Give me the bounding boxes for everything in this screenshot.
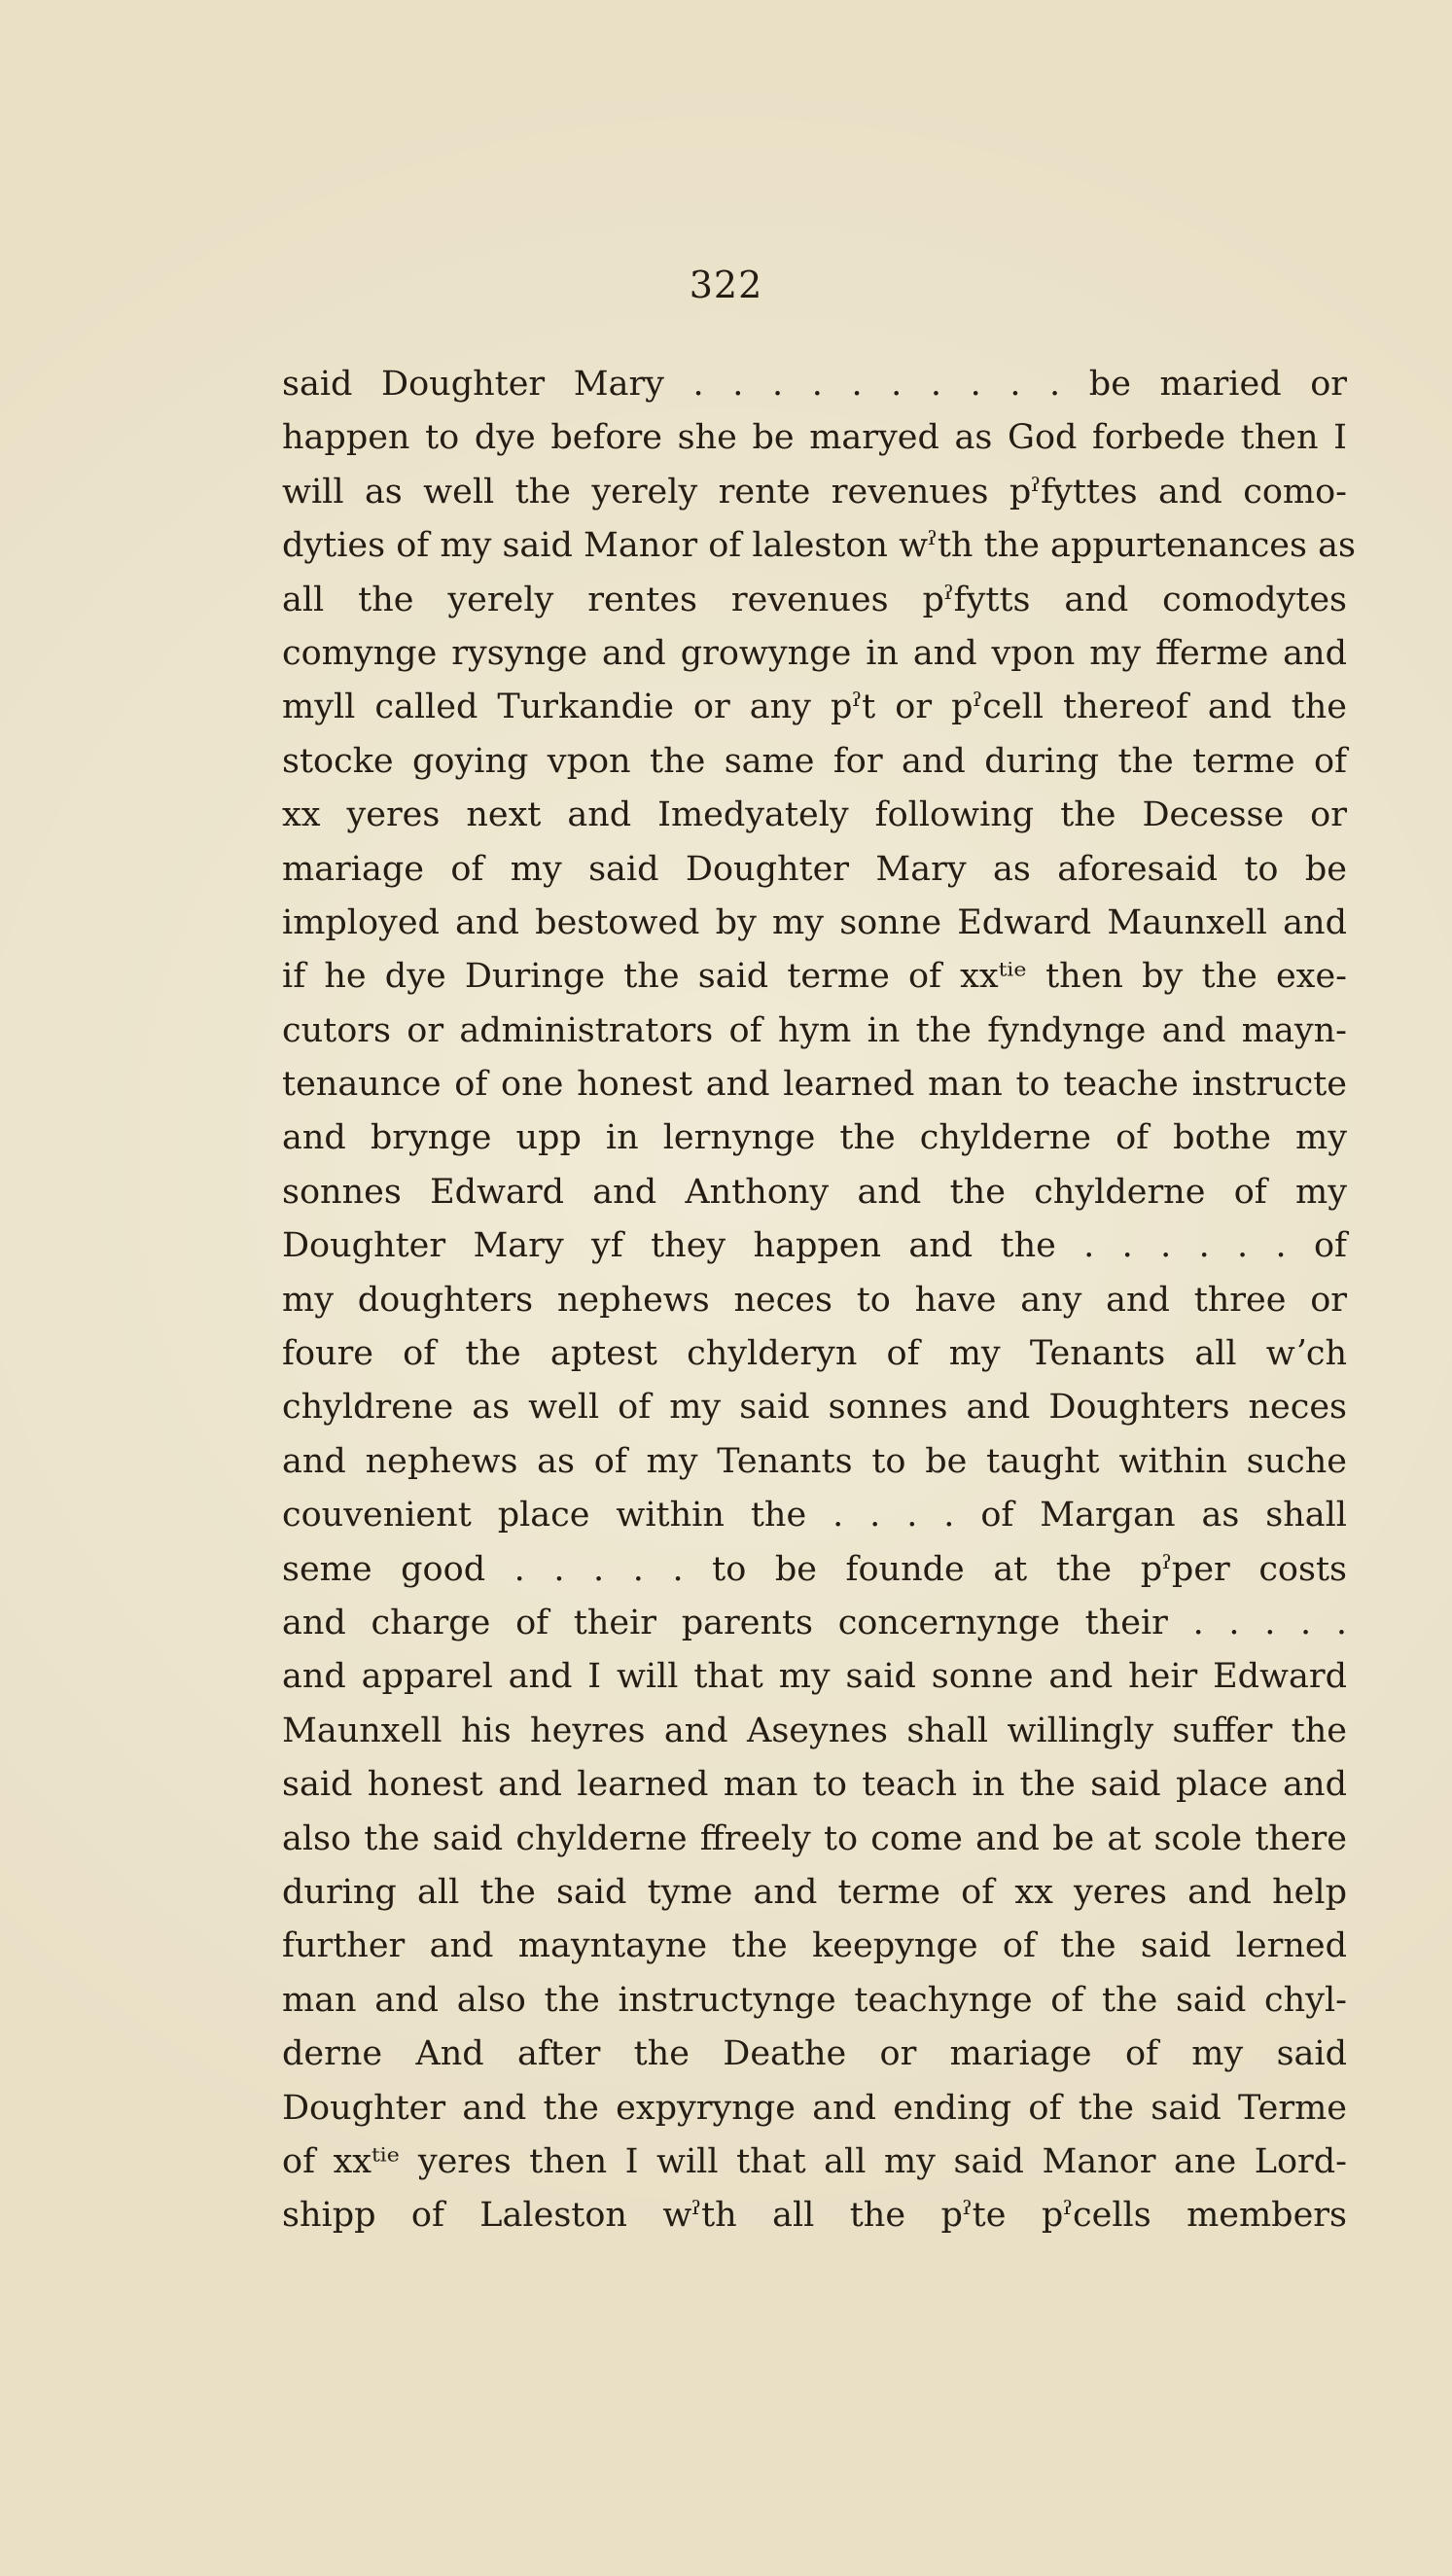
text-line: xx yeres next and Imedyately following the Decesse or [282,795,1347,835]
page-number: 322 [689,264,763,306]
text-line: sonnes Edward and Anthony and the chylderne of my [282,1172,1347,1212]
text-line: stocke goying vpon the same for and during the terme of [282,741,1347,781]
text-line: all the yerely rentes revenues pˀfytts and comodytes [282,580,1347,619]
text-line: will as well the yerely rente revenues pˀfyttes and como- [282,472,1347,512]
text-line: chyldrene as well of my said sonnes and Doughters neces [282,1388,1347,1428]
text-line: Doughter and the expyrynge and ending of the said Terme [282,2088,1347,2128]
text-line: dyties of my said Manor of laleston wˀth the appurtenances as [282,526,1356,566]
text-line: couvenient place within the . . . . of Margan as shall [282,1496,1347,1535]
text-line: and charge of their parents concernynge their . . . . . [282,1603,1347,1642]
text-line: man and also the instructynge teachynge of the said chyl- [282,1980,1347,2020]
text-line: cutors or administrators of hym in the fyndynge and mayn- [282,1010,1347,1050]
text-line: and nephews as of my Tenants to be taught within suche [282,1441,1347,1481]
text-line: my doughters nephews neces to have any and three or [282,1280,1347,1320]
text-line: also the said chylderne ffreely to come and be at scole there [282,1818,1347,1858]
text-line: said honest and learned man to teach in the said place and [282,1765,1347,1805]
text-line: comynge rysynge and growynge in and vpon my fferme and [282,633,1347,673]
text-line: imployed and bestowed by my sonne Edward Maunxell and [282,902,1347,942]
text-line: Doughter Mary yf they happen and the . . . . . . of [282,1226,1347,1266]
text-line: during all the said tyme and terme of xx yeres and help [282,1872,1347,1912]
text-line: said Doughter Mary . . . . . . . . . . be maried or [282,365,1347,404]
text-line: further and mayntayne the keepynge of the said lerned [282,1926,1347,1966]
text-line: foure of the aptest chylderyn of my Tenants all wʼch [282,1334,1347,1374]
text-line: and apparel and I will that my said sonne and heir Edward [282,1657,1347,1697]
text-line: shipp of Laleston wˀth all the pˀte pˀcells members [282,2196,1347,2236]
text-line: seme good . . . . . to be founde at the pˀper costs [282,1549,1347,1589]
body-text [282,358,1356,2243]
text-line: happen to dye before she be maryed as God forbede then I [282,418,1347,458]
text-line: and brynge upp in lernynge the chylderne of bothe my [282,1118,1347,1158]
text-line: of xxᵗⁱᵉ yeres then I will that all my said Manor ane Lord- [282,2141,1347,2181]
text-line: if he dye Duringe the said terme of xxᵗⁱᵉ then by the exe- [282,957,1347,997]
text-line: Maunxell his heyres and Aseynes shall willingly suffer the [282,1711,1347,1750]
text-line: mariage of my said Doughter Mary as aforesaid to be [282,849,1347,889]
text-line: derne And after the Deathe or mariage of my said [282,2034,1347,2074]
text-line: myll called Turkandie or any pˀt or pˀcell thereof and the [282,688,1347,727]
text-line: tenaunce of one honest and learned man to teache instructe [282,1065,1347,1105]
